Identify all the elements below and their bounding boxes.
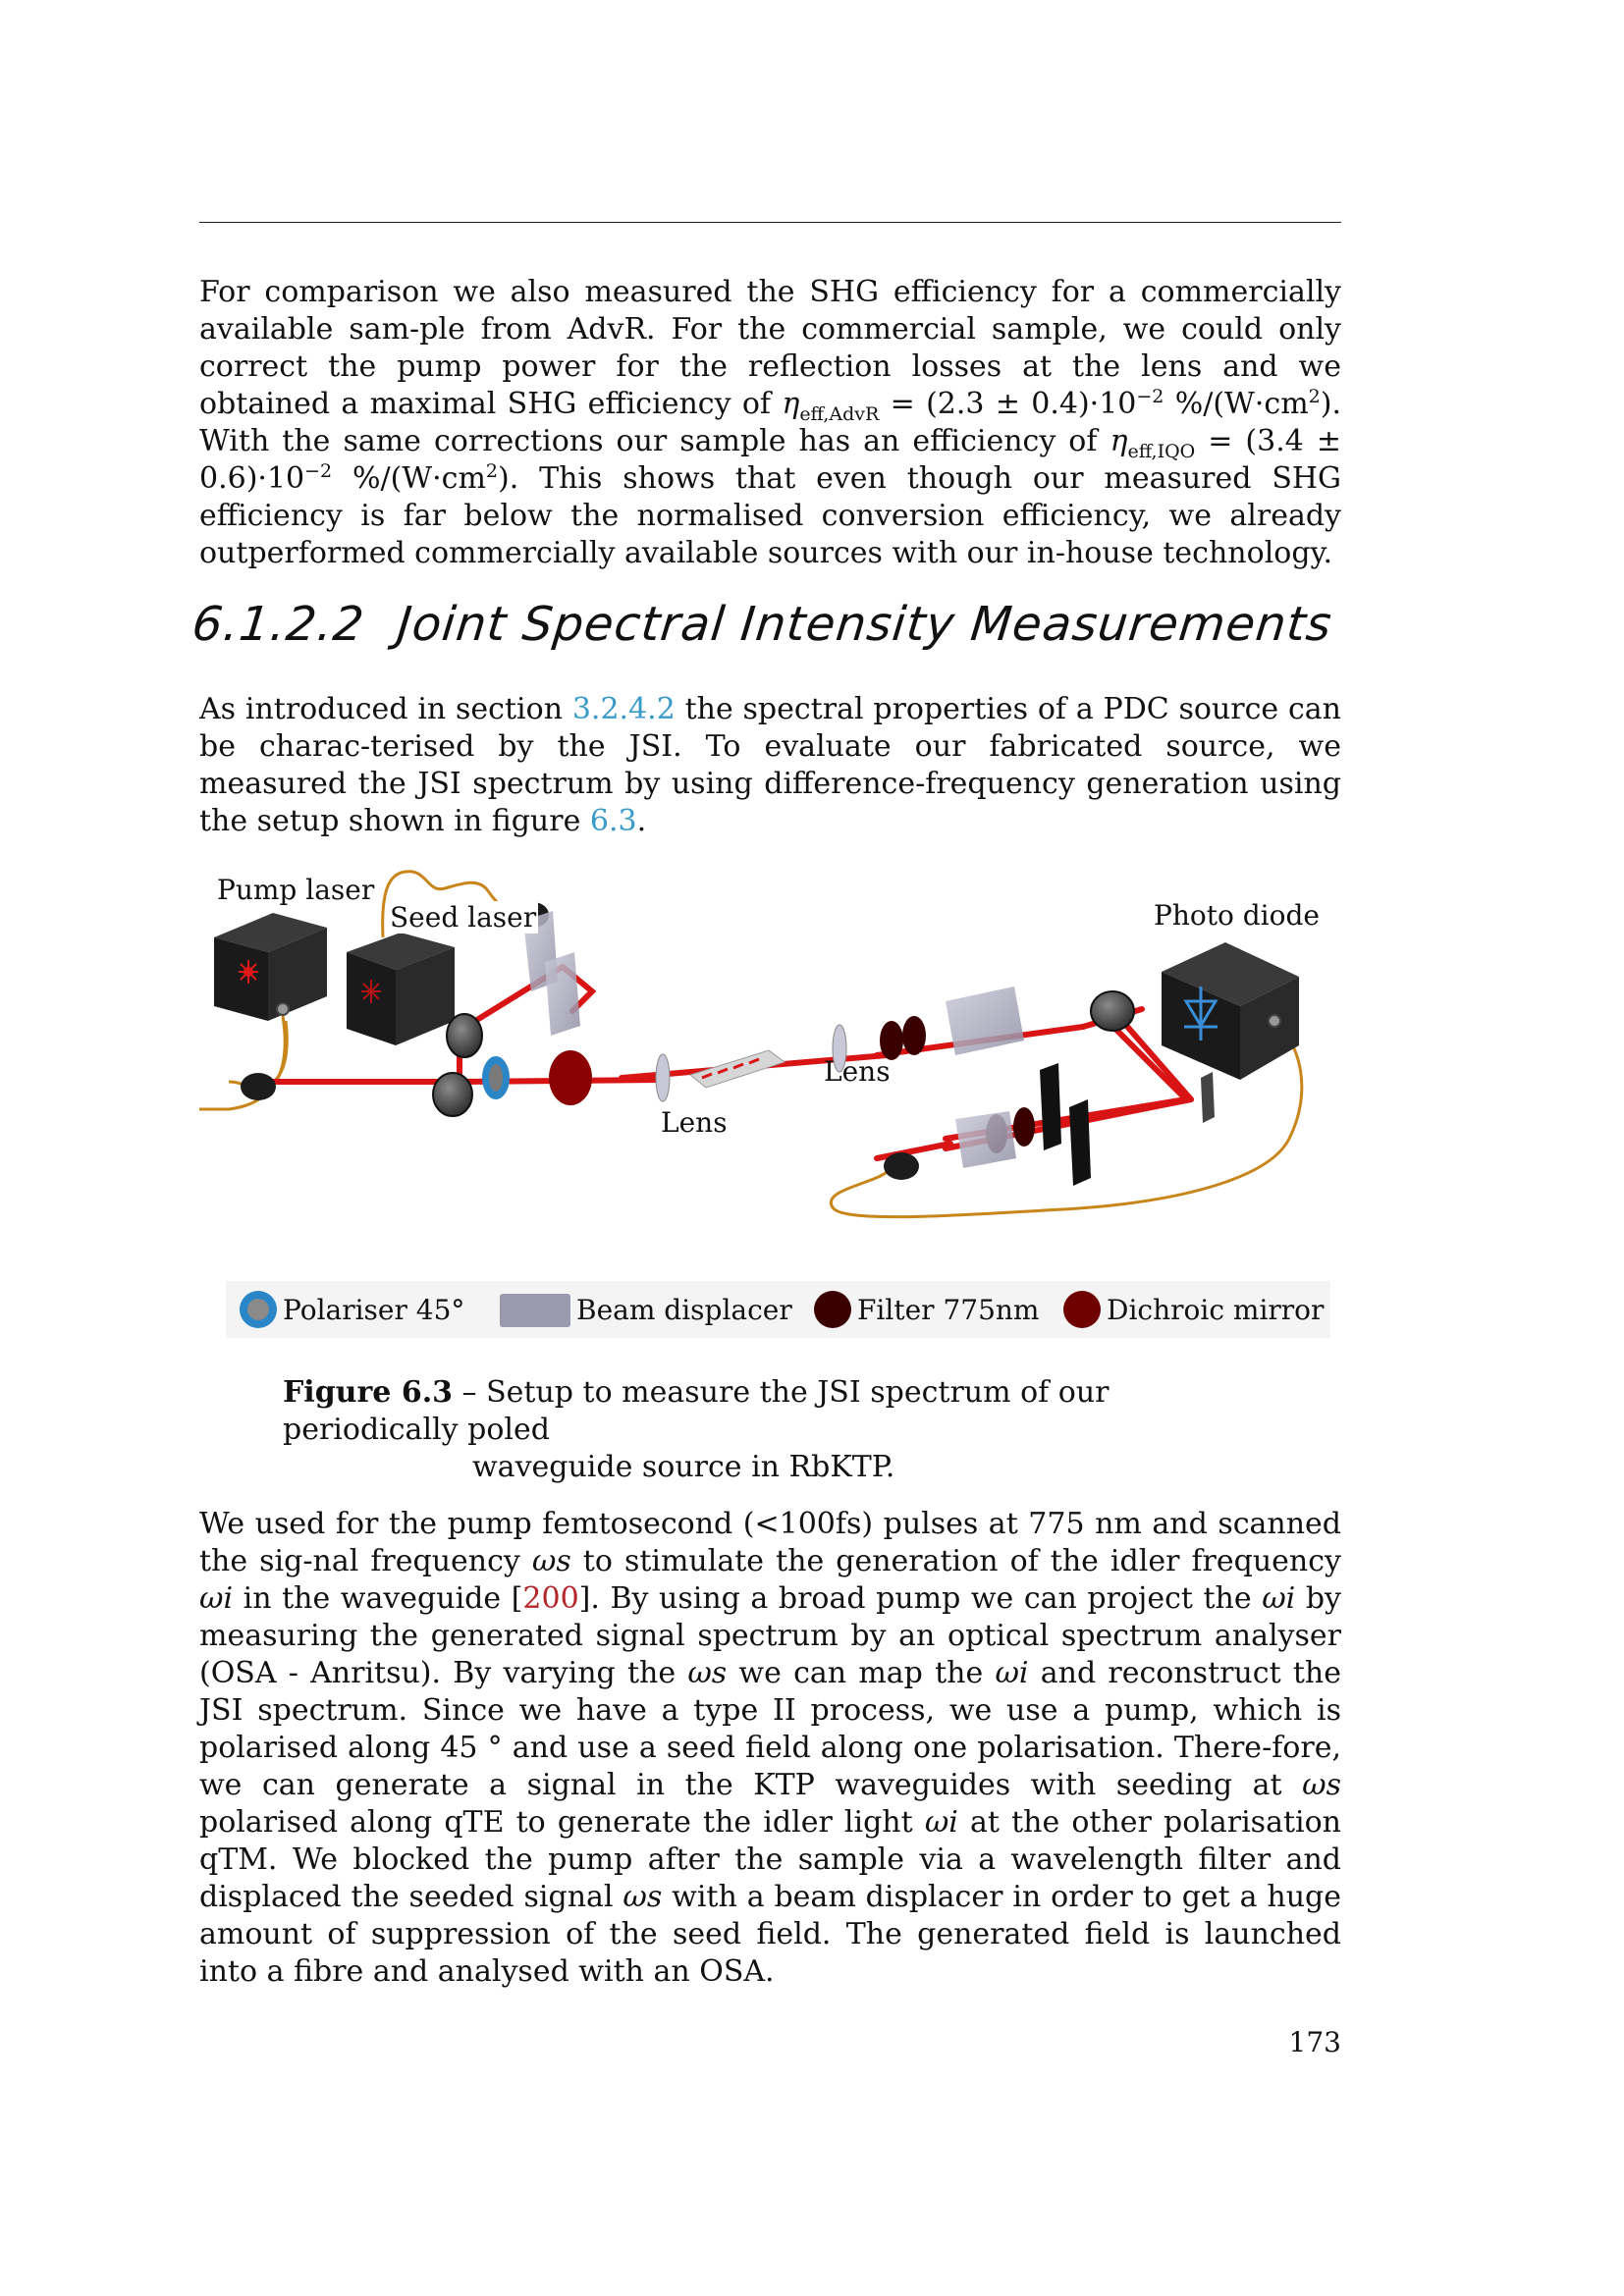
p3-text: to stimulate the generation of the idler frequency [570, 1544, 1341, 1578]
page-number: 173 [1288, 2026, 1341, 2058]
caption-label: Figure 6.3 [283, 1375, 454, 1410]
beam-displacer-icon [955, 1111, 1016, 1168]
p1-text-f: %/(W·cm [332, 461, 486, 496]
figure-legend [226, 1281, 1330, 1338]
paragraph-shg-comparison [199, 274, 1341, 572]
p1-text-c: %/(W·cm [1164, 387, 1309, 421]
p1-text-d: ). With the same corrections our sample has an efficiency of [199, 387, 1341, 458]
section-heading [189, 597, 1334, 652]
figure-caption [283, 1374, 1265, 1486]
polariser-icon [238, 1289, 279, 1330]
section-number: 6.1.2.2 [189, 597, 367, 652]
omega-i: ωi [924, 1805, 958, 1840]
caption-line-1: Setup to measure the JSI spectrum of our periodically poled [283, 1375, 1110, 1447]
p3-text: with a beam displacer in order to get a huge amount of suppression of the seed field. The generated field is launched into a fibre and analysed with an OSA. [199, 1880, 1342, 1989]
p3-text: in the waveguide [ [233, 1581, 523, 1616]
legend-filter [812, 1281, 1039, 1338]
legend-beam-displacer [498, 1281, 792, 1338]
p3-text: by measuring the generated signal spectrum by an optical spectrum analyser (OSA - Anritsu). By varying the [199, 1581, 1341, 1690]
legend-dichroic-label: Dichroic mirror [1107, 1293, 1325, 1326]
label-pump-laser: Pump laser [217, 874, 375, 906]
header-rule [199, 222, 1341, 223]
filter-775nm-icon [812, 1289, 853, 1330]
caption-line-2: waveguide source in RbKTP. [472, 1450, 895, 1484]
omega-s: ωs [623, 1880, 663, 1914]
pump-fibre [199, 1016, 285, 1109]
p3-text: We used for the pump femtosecond (<100fs) pulses at 775 nm and scanned the sig-nal frequency [199, 1507, 1341, 1578]
label-seed-laser: Seed laser [390, 901, 537, 934]
exponent: 2 [1308, 386, 1321, 407]
omega-i: ωi [199, 1581, 234, 1616]
p2-text-c: . [636, 804, 647, 838]
omega-i: ωi [1262, 1581, 1296, 1616]
lens-icon [656, 1054, 670, 1101]
p3-text: polarised along qTE to generate the idler light [199, 1805, 925, 1840]
p1-text-e: = (3.4 ± 0.6)·10 [199, 424, 1341, 496]
beam-displacer-icon [498, 1289, 572, 1330]
paragraph-method [199, 1506, 1341, 1991]
legend-dichroic [1061, 1281, 1324, 1338]
section-title: Joint Spectral Intensity Measurements [394, 597, 1335, 652]
eta-iqo-subscript: eff,IQO [1127, 441, 1196, 462]
eta-advr-subscript: eff,AdvR [799, 403, 880, 425]
dichroic-mirror-icon [1061, 1289, 1103, 1330]
label-lens: Lens [824, 1055, 891, 1088]
laser-starburst-icon [361, 980, 381, 1003]
caption-dash: – [453, 1375, 487, 1410]
p3-text: at the other polarisation qTM. We blocked the pump after the sample via a wavelength filter and displaced the seeded signal [199, 1805, 1341, 1914]
legend-polariser [238, 1281, 464, 1338]
fibre-coupler-icon [241, 902, 919, 1180]
p3-text: we can map the [727, 1656, 996, 1690]
legend-beam-displacer-label: Beam displacer [576, 1293, 792, 1326]
p1-text-g: ). This shows that even though our measured SHG efficiency is far below the normalised conversion efficiency, we already outperformed commercially available sources with our in-house technology. [199, 461, 1341, 570]
p3-text: ]. By using a broad pump we can project the [578, 1581, 1263, 1616]
p2-text-b: the spectral properties of a PDC source can be charac-terised by the JSI. To evaluate our fabricated source, we measured the JSI spectrum by using difference-frequency generation using the setup shown in figure [199, 692, 1341, 838]
polariser-icon [482, 1056, 510, 1099]
pump-laser-box [214, 913, 327, 1021]
section-reference-link[interactable]: 3.2.4.2 [571, 692, 676, 726]
label-photo-diode: Photo diode [1154, 899, 1320, 932]
legend-polariser-label: Polariser 45° [283, 1293, 465, 1326]
eta-symbol: η [1110, 424, 1128, 458]
setup-figure [199, 854, 1341, 1345]
omega-s: ωs [687, 1656, 728, 1690]
laser-starburst-icon [239, 960, 258, 984]
dichroic-mirror-icon [549, 1050, 592, 1105]
figure-reference-link[interactable]: 6.3 [589, 804, 637, 838]
beam-displacer-icon [946, 987, 1024, 1055]
eta-symbol: η [782, 387, 800, 421]
legend-filter-label: Filter 775nm [857, 1293, 1040, 1326]
exponent: −2 [304, 460, 333, 482]
exponent: 2 [485, 460, 499, 482]
photo-diode-box [1162, 942, 1299, 1080]
paragraph-jsi-intro [199, 691, 1341, 840]
mirror-icon [433, 991, 1134, 1116]
seed-laser-box [347, 933, 455, 1045]
label-lens: Lens [661, 1106, 728, 1139]
exponent: −2 [1136, 386, 1164, 407]
omega-s: ωs [531, 1544, 571, 1578]
p3-text: and reconstruct the JSI spectrum. Since we have a type II process, we use a pump, which is polarised along 45 ° and use a seed field along one polarisation. There-fore, we can generate a signal in the KTP waveguides with seeding at [199, 1656, 1342, 1802]
omega-i: ωi [995, 1656, 1029, 1690]
p1-text-b: = (2.3 ± 0.4)·10 [879, 387, 1137, 421]
p1-text-a: For comparison we also measured the SHG efficiency for a commercially available sam-ple from AdvR. For the commercial sample, we could only correct the pump power for the reflection losses at the lens and we obtained a maximal SHG efficiency of [199, 275, 1341, 421]
omega-s: ωs [1302, 1768, 1341, 1802]
p2-text-a: As introduced in section [199, 692, 572, 726]
citation-link[interactable]: 200 [522, 1581, 579, 1616]
